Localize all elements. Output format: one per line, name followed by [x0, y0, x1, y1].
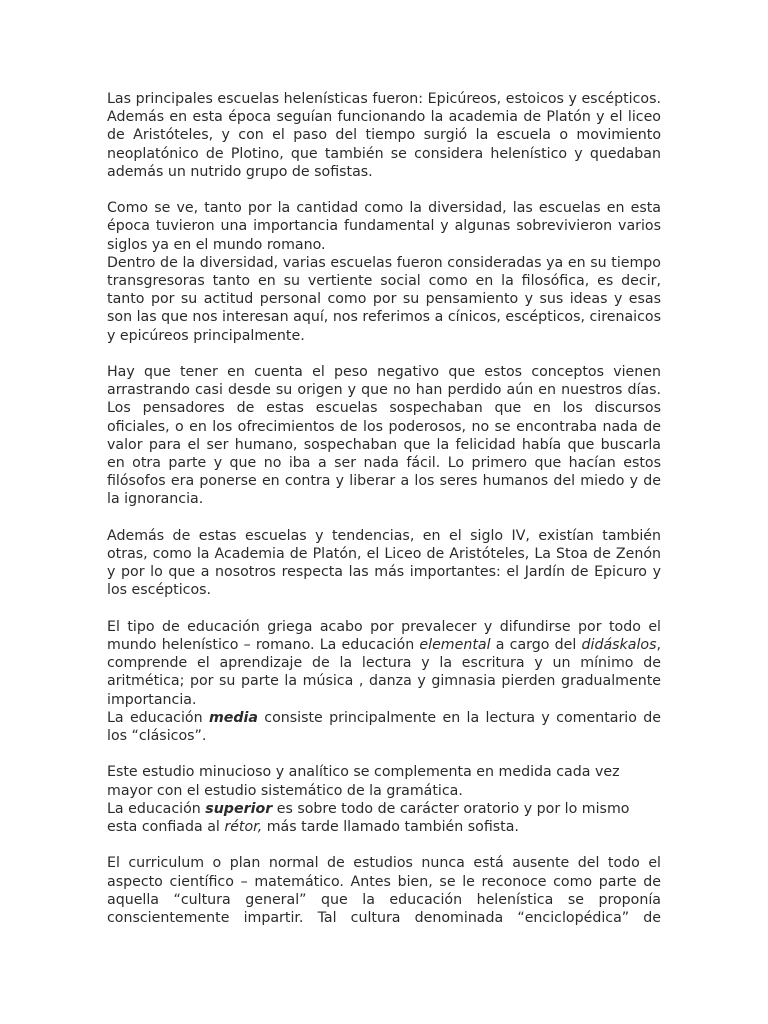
text-segment: La educación — [107, 800, 206, 817]
text-segment: a cargo del — [490, 637, 582, 654]
paragraph-text: El curriculum o plan normal de estudios nunca está ausente del todo el aspecto científico – matemático. Antes bien, se le reconoce como parte de aquella “cultura general” que la educación helenística se proponía conscientemente impartir. Tal cultura denominada “enciclopédica” de — [107, 855, 661, 927]
text-segment: , comprende el aprendizaje de la lectura y la escritura y un mínimo de aritmética; por su parte la música , danza y gimnasia pierden gradualmente importancia. — [107, 637, 661, 708]
emphasis-didaskalos: didáskalos — [581, 637, 657, 654]
paragraph-text: Además de estas escuelas y tendencias, en el siglo IV, existían también otras, como la Academia de Platón, el Liceo de Aristóteles, La Stoa de Zenón y por lo que a nosotros respecta las más importantes: el Jardín de Epicuro y los escépticos. — [107, 527, 661, 599]
paragraph-superior-education — [107, 800, 661, 836]
paragraph-helenistic-schools — [107, 90, 661, 181]
paragraph-grammar-study — [107, 763, 661, 799]
paragraph-text: Este estudio minucioso y analítico se complementa en medida cada vez mayor con el estudio sistemático de la gramática. — [107, 764, 620, 799]
text-segment: consiste principalmente en la lectura y comentario de los “clásicos”. — [107, 709, 661, 745]
text-segment: es sobre todo de carácter oratorio y por lo mismo esta confiada al — [107, 800, 630, 836]
paragraph-text: Las principales escuelas helenísticas fueron: Epicúreos, estoicos y escépticos. Además en esta época seguían funcionando la academia de Platón y el liceo de Aristóteles, y con el paso del tiempo surgió la escuela o movimiento neoplatónico de Plotino, que también se considera helenístico y quedaban además un nutrido grupo de sofistas. — [107, 91, 661, 180]
paragraph-negative-weight — [107, 363, 661, 509]
document-page — [107, 90, 661, 945]
emphasis-retor: rétor, — [224, 819, 263, 836]
paragraph-curriculum — [107, 854, 661, 927]
paragraph-transgressive-schools — [107, 254, 661, 345]
paragraph-text: Dentro de la diversidad, varias escuelas fueron consideradas ya en su tiempo transgresoras tanto en su vertiente social como en la filosófica, es decir, tanto por su actitud personal como por su pensamiento y sus ideas y esas son las que nos interesan aquí, nos referimos a cínicos, escépticos, cirenaicos y epicúreos principalmente. — [107, 254, 661, 344]
paragraph-text: Hay que tener en cuenta el peso negativo que estos conceptos vienen arrastrando casi desde su origen y que no han perdido aún en nuestros días. Los pensadores de estas escuelas sospechaban que en los discursos oficiales, o en los ofrecimientos de los poderosos, no se encontraba nada de valor para el ser humano, sospechaban que la felicidad había que buscarla en otra parte y que no iba a ser nada fácil. Lo primero que hacían estos filósofos era ponerse en contra y liberar a los seres humanos del miedo y de la ignorancia. — [107, 364, 661, 508]
paragraph-text: Como se ve, tanto por la cantidad como la diversidad, las escuelas en esta época tuvieron una importancia fundamental y algunas sobrevivieron varios siglos ya en el mundo romano. — [107, 200, 661, 253]
paragraph-elementary-education — [107, 618, 661, 709]
text-segment: El tipo de educación griega acabo por prevalecer y difundirse por todo el mundo helenístico – romano. La educación — [107, 618, 661, 654]
emphasis-media: media — [208, 709, 258, 726]
paragraph-media-education — [107, 709, 661, 745]
emphasis-superior: superior — [205, 800, 273, 817]
paragraph-diversity — [107, 199, 661, 254]
text-segment: La educación — [107, 709, 209, 726]
text-segment: más tarde llamado también sofista. — [262, 819, 519, 836]
emphasis-elemental: elemental — [419, 637, 491, 654]
paragraph-other-schools — [107, 527, 661, 600]
